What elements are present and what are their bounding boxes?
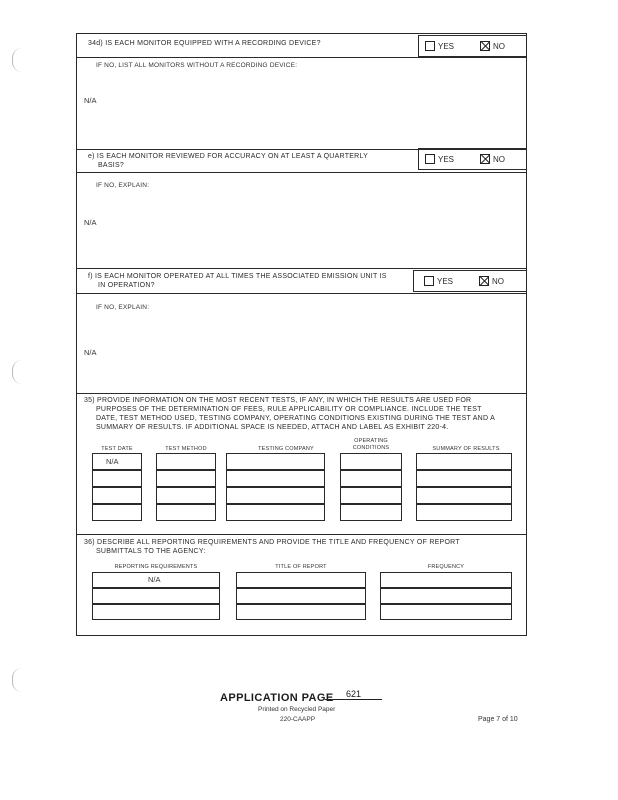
divider: [76, 293, 527, 294]
test-cell[interactable]: [156, 504, 216, 521]
column-testing-company: TESTING COMPANY: [258, 446, 314, 452]
question-34e: [88, 152, 368, 170]
column-operating-conditions: OPERATING CONDITIONS: [352, 438, 390, 451]
no-label: NO: [493, 41, 506, 51]
yes-checkbox-34f[interactable]: [424, 276, 434, 286]
binder-hole-mark: [12, 668, 23, 692]
test-cell[interactable]: [340, 487, 402, 504]
question-34e-line2: BASIS?: [98, 162, 125, 169]
binder-hole-mark: [12, 360, 23, 384]
yes-checkbox-34d[interactable]: [425, 41, 435, 51]
report-cell[interactable]: [236, 572, 366, 588]
response-34e: N/A: [84, 218, 97, 227]
test-cell[interactable]: [92, 504, 142, 521]
test-cell[interactable]: [416, 470, 512, 487]
question-36: [84, 538, 460, 556]
question-34f: [88, 272, 387, 290]
divider: [76, 534, 527, 535]
report-cell[interactable]: [92, 604, 220, 620]
report-cell[interactable]: [236, 588, 366, 604]
question-34d: 34d) IS EACH MONITOR EQUIPPED WITH A RECORDING DEVICE?: [88, 40, 321, 47]
divider: [76, 268, 527, 269]
answer-34e: [418, 148, 527, 170]
prompt-34e: IF NO, EXPLAIN:: [96, 182, 150, 189]
yes-label: YES: [438, 154, 455, 164]
test-cell[interactable]: [156, 453, 216, 470]
question-35-line: PURPOSES OF THE DETERMINATION OF FEES, RULE APPLICABILITY OR COMPLIANCE. INCLUDE THE TEST: [96, 406, 482, 413]
question-36-line2: SUBMITTALS TO THE AGENCY:: [96, 548, 206, 555]
report-cell[interactable]: [236, 604, 366, 620]
question-34f-line1: f) IS EACH MONITOR OPERATED AT ALL TIMES THE ASSOCIATED EMISSION UNIT IS: [88, 273, 387, 280]
response-34f: N/A: [84, 348, 97, 357]
no-label: NO: [493, 154, 506, 164]
binder-hole-mark: [12, 48, 23, 72]
reporting-requirement-value: N/A: [148, 575, 161, 584]
question-35-line: SUMMARY OF RESULTS. IF ADDITIONAL SPACE IS NEEDED, ATTACH AND LABEL AS EXHIBIT 220-4.: [96, 424, 449, 431]
report-cell[interactable]: [92, 588, 220, 604]
form-code: 220-CAAPP: [280, 716, 316, 723]
yes-checkbox-34e[interactable]: [425, 154, 435, 164]
page-number-value: 621: [345, 689, 362, 699]
application-page-number: [325, 689, 382, 700]
report-cell[interactable]: [380, 588, 512, 604]
test-cell[interactable]: [416, 453, 512, 470]
test-cell[interactable]: [340, 470, 402, 487]
question-35-line: 35) PROVIDE INFORMATION ON THE MOST RECENT TESTS, IF ANY, IN WHICH THE RESULTS ARE USED FOR: [84, 397, 472, 404]
response-34d: N/A: [84, 96, 97, 105]
test-cell[interactable]: [416, 504, 512, 521]
test-cell[interactable]: [340, 453, 402, 470]
test-cell[interactable]: [226, 470, 325, 487]
printed-on-note: Printed on Recycled Paper: [258, 706, 336, 713]
test-cell[interactable]: [156, 487, 216, 504]
test-cell[interactable]: [340, 504, 402, 521]
page-count: Page 7 of 10: [478, 716, 518, 723]
divider: [76, 393, 527, 394]
test-cell[interactable]: [226, 453, 325, 470]
no-checkbox-34d[interactable]: [480, 41, 490, 51]
column-test-date: TEST DATE: [101, 446, 133, 452]
prompt-34f: IF NO, EXPLAIN:: [96, 304, 150, 311]
test-cell[interactable]: [226, 504, 325, 521]
divider: [76, 57, 527, 58]
column-summary-of-results: SUMMARY OF RESULTS: [432, 446, 500, 452]
column-frequency: FREQUENCY: [427, 564, 465, 570]
question-35-line: DATE, TEST METHOD USED, TESTING COMPANY, OPERATING CONDITIONS EXISTING DURING THE TEST AND A: [96, 415, 495, 422]
prompt-34d: IF NO, LIST ALL MONITORS WITHOUT A RECORDING DEVICE:: [96, 62, 298, 69]
question-35: [84, 396, 524, 432]
test-cell[interactable]: [92, 470, 142, 487]
column-title-of-report: TITLE OF REPORT: [275, 564, 327, 570]
question-34e-line1: e) IS EACH MONITOR REVIEWED FOR ACCURACY ON AT LEAST A QUARTERLY: [88, 153, 368, 160]
application-page-title: APPLICATION PAGE: [220, 692, 334, 704]
test-cell[interactable]: [226, 487, 325, 504]
divider: [76, 172, 527, 173]
no-label: NO: [492, 276, 505, 286]
column-test-method: TEST METHOD: [165, 446, 207, 452]
report-cell[interactable]: [380, 572, 512, 588]
question-36-line1: 36) DESCRIBE ALL REPORTING REQUIREMENTS AND PROVIDE THE TITLE AND FREQUENCY OF REPORT: [84, 539, 460, 546]
no-checkbox-34e[interactable]: [480, 154, 490, 164]
test-date-value: N/A: [106, 457, 119, 466]
yes-label: YES: [438, 41, 455, 51]
test-cell[interactable]: [92, 487, 142, 504]
test-cell[interactable]: [156, 470, 216, 487]
test-cell[interactable]: [416, 487, 512, 504]
column-reporting-requirements: REPORTING REQUIREMENTS: [114, 564, 198, 570]
question-34f-line2: IN OPERATION?: [98, 282, 155, 289]
answer-34f: [413, 270, 527, 292]
no-checkbox-34f[interactable]: [479, 276, 489, 286]
yes-label: YES: [437, 276, 454, 286]
answer-34d: [418, 35, 527, 57]
report-cell[interactable]: [380, 604, 512, 620]
